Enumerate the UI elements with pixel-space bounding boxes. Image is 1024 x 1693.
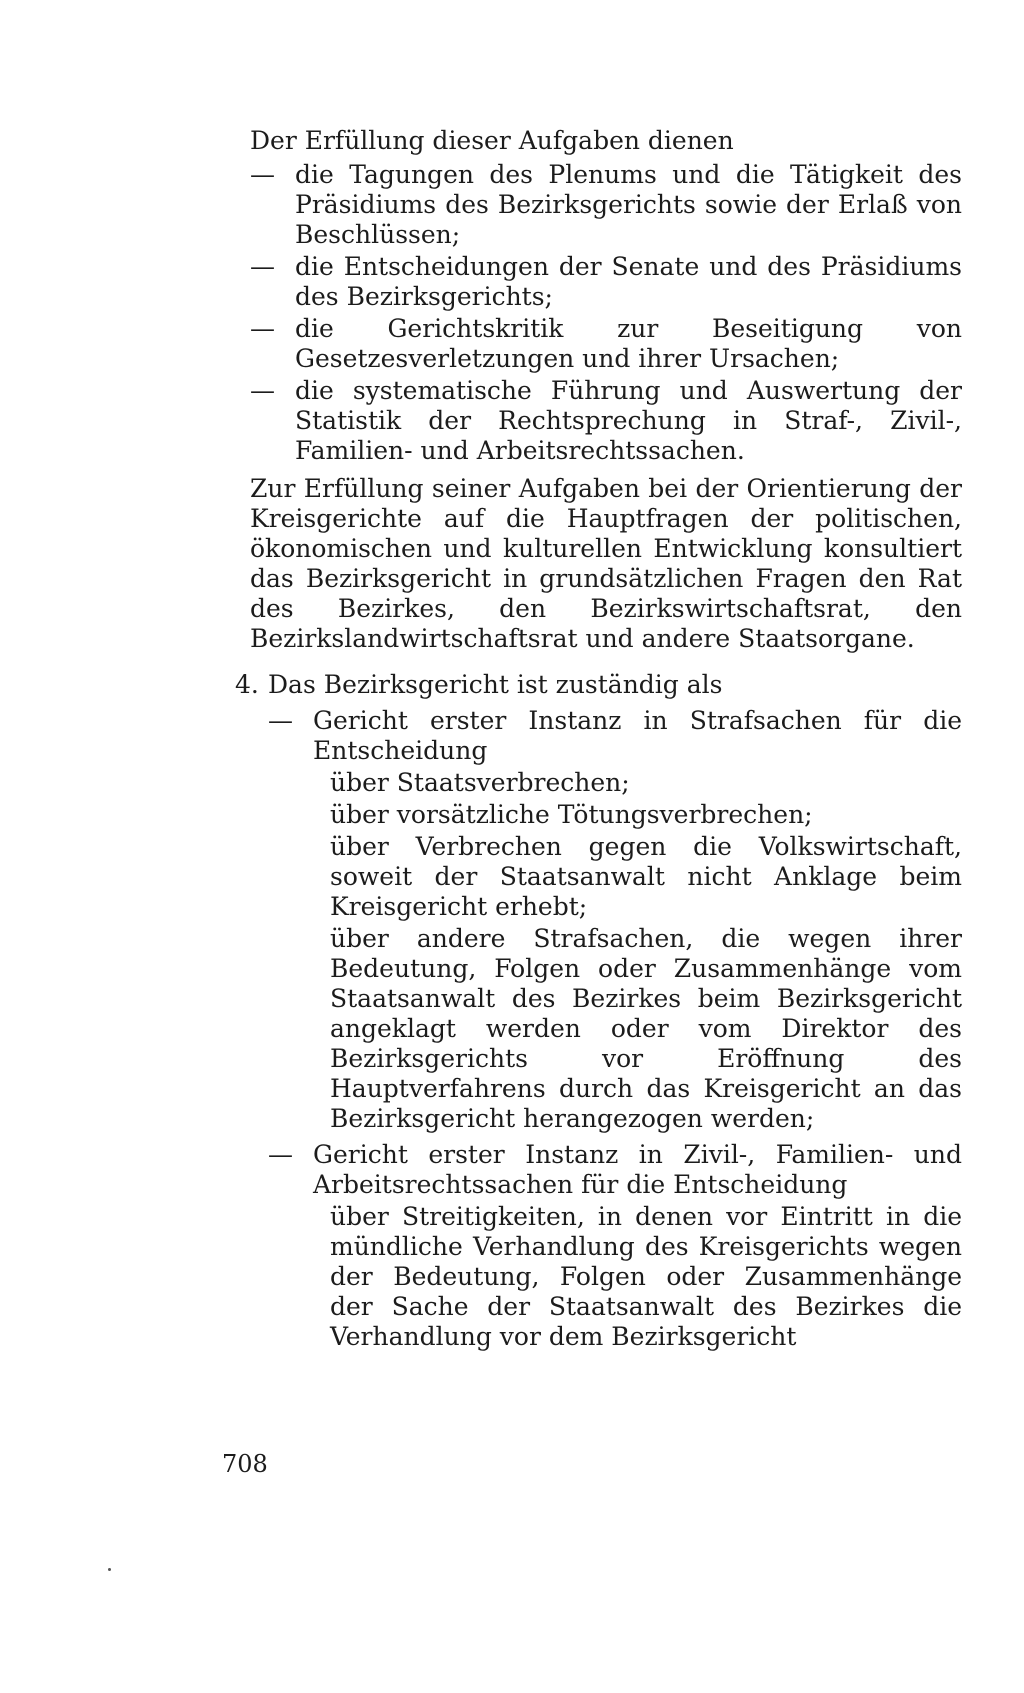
- section-4: [235, 670, 962, 1352]
- intro-list: [250, 160, 962, 466]
- list-item: [250, 314, 962, 374]
- page-body: [235, 120, 962, 1354]
- sub-list-item: über Verbrechen gegen die Volkswirtschaft, soweit der Staatsanwalt nicht Anklage beim Kreisgericht erhebt;: [330, 832, 962, 921]
- list-item-text: die Gerichtskritik zur Beseitigung von Gesetzesverletzungen und ihrer Ursachen;: [295, 314, 962, 373]
- intro-line: Der Erfüllung dieser Aufgaben dienen: [250, 126, 734, 155]
- list-item-text: die Entscheidungen der Senate und des Präsidiums des Bezirksgerichts;: [295, 252, 962, 311]
- list-item: [250, 252, 962, 312]
- dash-bullet: —: [250, 160, 275, 189]
- dash-bullet: —: [250, 376, 275, 405]
- criminal-sub-list: [268, 768, 962, 1134]
- list-item-text: die systematische Führung und Auswertung der Statistik der Rechtsprechung in Straf-, Zivil-, Familien- und Arbeitsrechtssachen.: [295, 376, 962, 465]
- list-item: [250, 376, 962, 466]
- competence-list: [268, 706, 962, 766]
- dash-bullet: —: [250, 252, 275, 281]
- section-number: 4.: [235, 670, 259, 699]
- sub-list-item: über andere Strafsachen, die wegen ihrer Bedeutung, Folgen oder Zusammenhänge vom Staatsanwalt des Bezirkes beim Bezirksgericht angeklagt werden oder vom Direktor des Bezirksgerichts vor Eröffnung des Hauptverfahrens durch das Kreisgericht an das Bezirksgericht herangezogen werden;: [330, 924, 962, 1133]
- dash-bullet: —: [250, 314, 275, 343]
- civil-sub-list: [268, 1202, 962, 1352]
- dash-bullet: —: [268, 1140, 293, 1169]
- consultation-paragraph: Zur Erfüllung seiner Aufgaben bei der Orientierung der Kreisgerichte auf die Hauptfragen der politischen, ökonomischen und kulturellen Entwicklung konsultiert das Bezirksgericht in grundsätzlichen Fragen den Rat des Bezirkes, den Bezirkswirtschaftsrat, den Bezirkslandwirtschaftsrat und andere Staatsorgane.: [250, 474, 962, 653]
- scan-speck: [108, 1568, 111, 1571]
- list-item-text: Gericht erster Instanz in Zivil-, Familien- und Arbeitsrechtssachen für die Entscheidung: [313, 1140, 962, 1199]
- list-item-text: die Tagungen des Plenums und die Tätigkeit des Präsidiums des Bezirksgerichts sowie der Erlaß von Beschlüssen;: [295, 160, 962, 249]
- list-item: [268, 706, 962, 766]
- competence-list: [268, 1140, 962, 1200]
- list-item-text: Gericht erster Instanz in Strafsachen für die Entscheidung: [313, 706, 962, 765]
- list-item: [268, 1140, 962, 1200]
- sub-list-item: über vorsätzliche Tötungsverbrechen;: [330, 800, 813, 829]
- sub-list-item: über Staatsverbrechen;: [330, 768, 630, 797]
- sub-list-item: über Streitigkeiten, in denen vor Eintritt in die mündliche Verhandlung des Kreisgerichts wegen der Bedeutung, Folgen oder Zusammenhänge der Sache der Staatsanwalt des Bezirkes die Verhandlung vor dem Bezirksgericht: [330, 1202, 962, 1351]
- page-number: 708: [222, 1450, 268, 1478]
- list-item: [250, 160, 962, 250]
- section-heading: Das Bezirksgericht ist zuständig als: [268, 670, 723, 699]
- dash-bullet: —: [268, 706, 293, 735]
